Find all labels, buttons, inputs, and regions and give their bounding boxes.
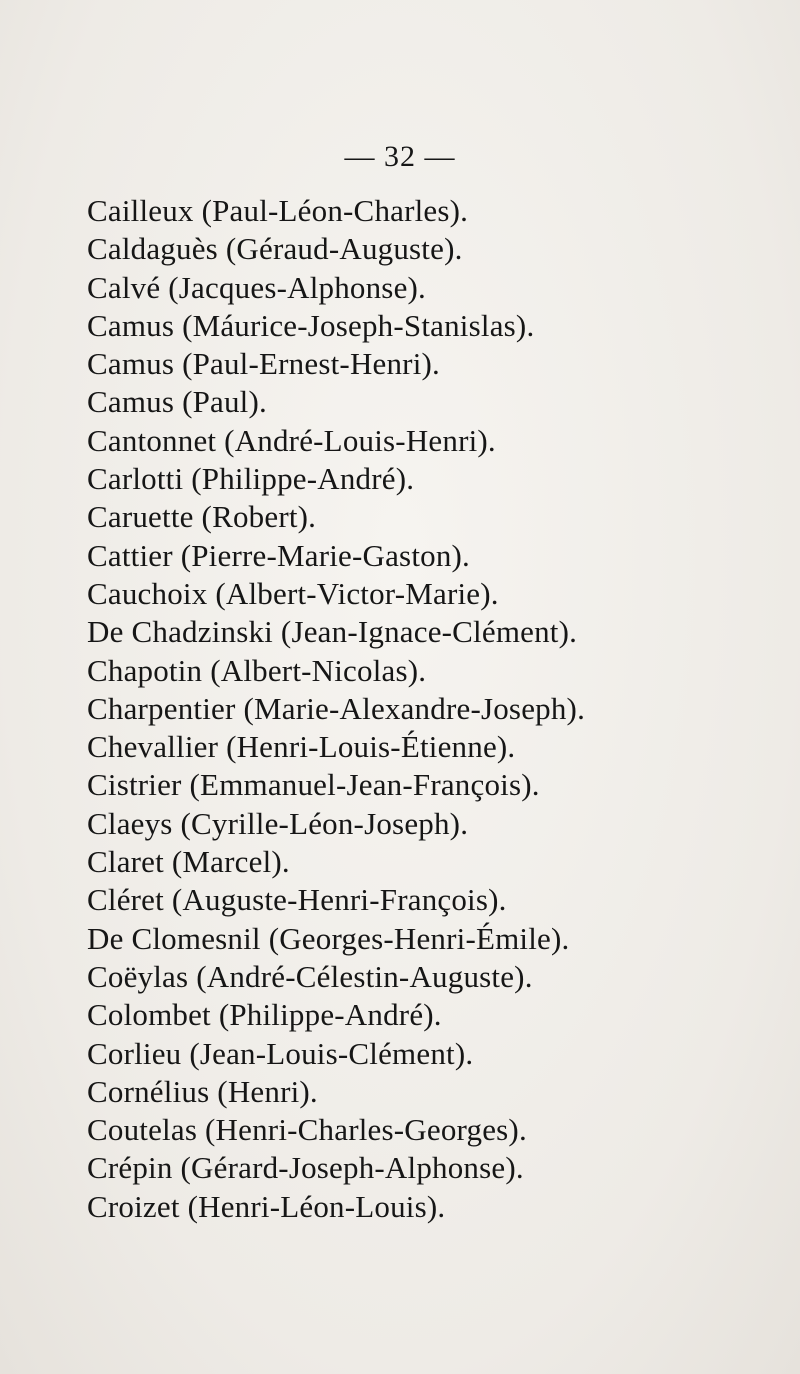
list-item: Claeys (Cyrille-Léon-Joseph). — [87, 805, 469, 841]
list-item: Cailleux (Paul-Léon-Charles). — [87, 193, 469, 228]
list-item: Cornélius (Henri). — [87, 1073, 318, 1109]
list-item: Chevallier (Henri-Louis-Étienne). — [87, 729, 516, 765]
list-item: Croizet (Henri-Léon-Louis). — [87, 1188, 446, 1224]
list-item: Coëylas (André-Célestin-Auguste). — [87, 958, 533, 994]
list-item: Camus (Paul-Ernest-Henri). — [87, 346, 440, 382]
list-item: Crépin (Gérard-Joseph-Alphonse). — [87, 1150, 524, 1186]
list-item: Colombet (Philippe-André). — [87, 997, 442, 1033]
list-item: Cantonnet (André-Louis-Henri). — [87, 422, 496, 458]
list-item: Coutelas (Henri-Charles-Georges). — [87, 1112, 527, 1148]
list-item: Carlotti (Philippe-André). — [87, 461, 415, 497]
list-item: Cattier (Pierre-Marie-Gaston). — [87, 537, 471, 573]
list-item: Claret (Marcel). — [87, 844, 290, 880]
list-item: Cauchoix (Albert-Victor-Marie). — [87, 575, 499, 611]
list-item: Caruette (Robert). — [87, 499, 317, 535]
list-item: Caldaguès (Géraud-Auguste). — [87, 231, 463, 267]
list-item: De Chadzinski (Jean-Ignace-Clément). — [87, 614, 578, 650]
list-item: Charpentier (Marie-Alexandre-Joseph). — [87, 690, 586, 726]
name-list — [87, 192, 777, 1226]
list-item: Corlieu (Jean-Louis-Clément). — [87, 1035, 474, 1071]
list-item: Camus (Máurice-Joseph-Stanislas). — [87, 307, 535, 343]
list-item: Calvé (Jacques-Alphonse). — [87, 269, 427, 305]
list-item: Cistrier (Emmanuel-Jean-François). — [87, 767, 540, 803]
list-item: De Clomesnil (Georges-Henri-Émile). — [87, 920, 570, 956]
list-item: Chapotin (Albert-Nicolas). — [87, 652, 427, 688]
page-number: — 32 — — [344, 140, 456, 173]
list-item: Cléret (Auguste-Henri-François). — [87, 882, 507, 918]
list-item: Camus (Paul). — [87, 384, 267, 420]
